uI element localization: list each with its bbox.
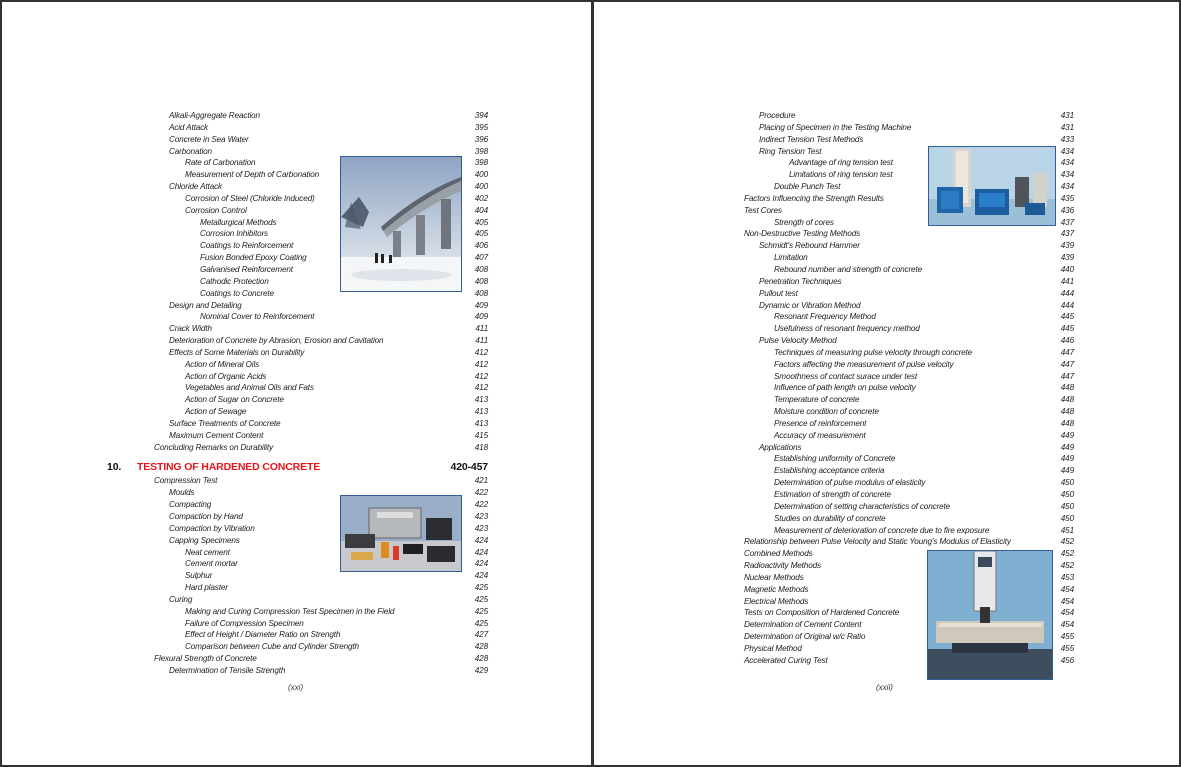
toc-entry xyxy=(594,228,1089,240)
toc-entry xyxy=(594,382,1089,394)
toc-entry-title: Action of Sugar on Concrete xyxy=(185,395,284,405)
toc-entry-title: Cathodic Protection xyxy=(200,276,269,286)
toc-page-number: 449 xyxy=(1060,430,1074,440)
toc-entry-title: Tests on Composition of Hardened Concrete xyxy=(744,608,900,618)
toc-entry xyxy=(594,418,1089,430)
toc-entry xyxy=(594,536,1089,548)
toc-entry-title: Action of Mineral Oils xyxy=(185,359,260,369)
toc-entry-title: Effects of Some Materials on Durability xyxy=(169,347,305,357)
toc-page-number: 456 xyxy=(1060,655,1074,665)
toc-entry-title: Comparison between Cube and Cylinder Strength xyxy=(185,642,359,652)
toc-page-number: 454 xyxy=(1060,596,1074,606)
toc-page-number: 450 xyxy=(1060,501,1074,511)
toc-page-number: 439 xyxy=(1060,241,1074,251)
toc-entry-title: Metallurgical Methods xyxy=(200,217,277,227)
toc-entry-title: Resonant Frequency Method xyxy=(774,312,876,322)
toc-page-number: 420-457 xyxy=(450,461,488,474)
toc-entry-title: Design and Detailing xyxy=(169,300,242,310)
toc-page-number: 452 xyxy=(1060,561,1074,571)
toc-entry xyxy=(594,477,1089,489)
toc-entry-title: Influence of path length on pulse velocity xyxy=(774,383,916,393)
toc-entry-title: Compaction by Hand xyxy=(169,512,243,521)
toc-page-number: 412 xyxy=(474,371,488,381)
toc-entry xyxy=(594,134,1089,146)
toc-page-number: 431 xyxy=(1060,111,1074,120)
toc-entry-title: Temperature of concrete xyxy=(774,395,860,405)
toc-page-number: 413 xyxy=(474,395,488,405)
toc-entry xyxy=(2,300,502,312)
toc-page-number: 428 xyxy=(474,642,488,652)
toc-page-number: 415 xyxy=(474,430,488,440)
toc-entry xyxy=(2,641,502,653)
toc-entry-title: Applications xyxy=(759,442,802,452)
toc-page-number: 452 xyxy=(1060,549,1074,559)
toc-page-number: 425 xyxy=(474,618,488,628)
toc-entry-title: Pulse Velocity Method xyxy=(759,336,837,346)
toc-page-number: 433 xyxy=(1060,134,1074,144)
toc-entry-title: Sulphur xyxy=(185,571,213,581)
toc-entry-title: Rebound number and strength of concrete xyxy=(774,264,922,274)
toc-entry xyxy=(2,371,502,383)
toc-page-number: 429 xyxy=(474,665,488,675)
toc-entry-title: Studies on durability of concrete xyxy=(774,513,886,523)
toc-page-number: 400 xyxy=(474,170,488,180)
left-page xyxy=(2,2,591,765)
toc-entry-title: Double Punch Test xyxy=(774,182,841,192)
toc-page-number: 407 xyxy=(474,253,488,263)
toc-page-number: 455 xyxy=(1060,643,1074,653)
toc-entry xyxy=(2,594,502,606)
toc-entry-title: Techniques of measuring pulse velocity through concrete xyxy=(774,347,973,357)
toc-entry-title: Fusion Bonded Epoxy Coating xyxy=(200,253,307,263)
photo-elevated-railway-in-snow xyxy=(340,156,462,292)
toc-page-number: 411 xyxy=(475,324,488,334)
toc-page-number: 423 xyxy=(474,512,488,521)
toc-page-number: 412 xyxy=(474,359,488,369)
toc-page-number: 424 xyxy=(474,535,488,545)
toc-entry xyxy=(594,252,1089,264)
toc-entry-title: Making and Curing Compression Test Specimen in the Field xyxy=(185,606,395,616)
toc-entry xyxy=(2,382,502,394)
toc-entry-title: Measurement of deterioration of concrete due to fire exposure xyxy=(774,525,990,535)
toc-entry xyxy=(594,240,1089,252)
toc-entry xyxy=(594,406,1089,418)
toc-entry-title: Flexural Strength of Concrete xyxy=(154,654,257,664)
toc-page-number: 453 xyxy=(1060,572,1074,582)
toc-entry-title: Factors Influencing the Strength Results xyxy=(744,193,884,203)
toc-entry-title: Galvanised Reinforcement xyxy=(200,264,293,274)
toc-entry-title: Cement mortar xyxy=(185,559,238,569)
toc-page-number: 409 xyxy=(474,300,488,310)
toc-entry xyxy=(594,371,1089,383)
toc-entry-title: Schmidt's Rebound Hammer xyxy=(759,241,860,251)
toc-entry-title: Indirect Tension Test Methods xyxy=(759,134,864,144)
toc-page-number: 418 xyxy=(474,442,488,452)
right-page xyxy=(594,2,1179,765)
toc-page-number: 448 xyxy=(1060,395,1074,405)
toc-entry-title: Accelerated Curing Test xyxy=(744,655,828,665)
toc-entry-title: Usefulness of resonant frequency method xyxy=(774,324,920,334)
toc-page-number: 425 xyxy=(474,594,488,604)
toc-entry xyxy=(2,311,502,323)
toc-entry-title: Procedure xyxy=(759,111,796,120)
toc-page-number: 447 xyxy=(1060,347,1074,357)
toc-entry-title: Failure of Compression Specimen xyxy=(185,618,304,628)
toc-entry-title: Concluding Remarks on Durability xyxy=(154,442,273,452)
toc-entry-title: Curing xyxy=(169,594,193,604)
page-number-right: (xxii) xyxy=(876,683,893,692)
toc-page-number: 436 xyxy=(1060,205,1074,215)
toc-entry xyxy=(2,606,502,618)
toc-page-number: 400 xyxy=(474,182,488,192)
toc-page-number: 398 xyxy=(474,158,488,168)
toc-page-number: 422 xyxy=(474,488,488,498)
toc-page-number: 422 xyxy=(474,500,488,510)
toc-entry xyxy=(594,300,1089,312)
toc-page-number: 450 xyxy=(1060,490,1074,499)
toc-entry-title: Penetration Techniques xyxy=(759,276,842,286)
page-number-left: (xxi) xyxy=(288,683,304,692)
toc-page-number: 447 xyxy=(1060,359,1074,369)
toc-page-number: 445 xyxy=(1060,312,1074,322)
photo-compression-test-equipment xyxy=(340,495,462,572)
toc-entry-title: Coatings to Reinforcement xyxy=(200,241,294,251)
toc-entry-title: Ring Tension Test xyxy=(759,146,822,156)
toc-entry-title: Test Cores xyxy=(744,205,782,215)
photo-pulse-velocity-tester xyxy=(927,550,1053,680)
toc-entry-title: Corrosion of Steel (Chloride Induced) xyxy=(185,193,315,203)
toc-entry xyxy=(2,335,502,347)
toc-entry xyxy=(594,489,1089,501)
toc-entry-title: Action of Sewage xyxy=(185,407,247,417)
toc-page-number: 424 xyxy=(474,547,488,557)
toc-entry xyxy=(594,430,1089,442)
toc-entry-title: Accuracy of measurement xyxy=(774,430,866,440)
toc-page-number: 396 xyxy=(474,134,488,144)
toc-page-number: 412 xyxy=(474,347,488,357)
toc-entry xyxy=(2,122,502,134)
toc-page-number: 449 xyxy=(1060,442,1074,452)
photo-tension-test-moulds xyxy=(928,146,1056,226)
toc-entry xyxy=(594,122,1089,134)
toc-entry xyxy=(2,418,502,430)
toc-entry xyxy=(594,276,1089,288)
toc-entry xyxy=(594,335,1089,347)
toc-entry-title: Carbonation xyxy=(169,146,212,156)
toc-entry xyxy=(2,110,502,122)
toc-page-number: 454 xyxy=(1060,584,1074,594)
toc-page-number: 409 xyxy=(474,312,488,322)
toc-entry xyxy=(2,323,502,335)
toc-entry xyxy=(2,134,502,146)
toc-page-number: 424 xyxy=(474,571,488,581)
toc-entry-title: Crack Width xyxy=(169,324,212,334)
toc-entry-title: Physical Method xyxy=(744,643,802,653)
toc-entry xyxy=(2,475,502,487)
toc-entry xyxy=(2,442,502,454)
toc-entry-title: Nuclear Methods xyxy=(744,572,804,582)
toc-entry xyxy=(2,359,502,371)
toc-entry-title: Determination of pulse modulus of elasticity xyxy=(774,478,926,488)
toc-entry-title: Compaction by Vibration xyxy=(169,523,255,533)
toc-entry-title: Non-Destructive Testing Methods xyxy=(744,229,861,239)
toc-entry xyxy=(2,618,502,630)
toc-chapter-heading xyxy=(2,459,502,475)
toc-entry-title: Determination of Original w/c Ratio xyxy=(744,632,866,642)
toc-page-number: 395 xyxy=(474,122,488,132)
toc-page-number: 448 xyxy=(1060,383,1074,393)
toc-page-number: 434 xyxy=(1060,170,1074,180)
toc-entry-title: Limitations of ring tension test xyxy=(789,170,893,180)
toc-page-number: 454 xyxy=(1060,620,1074,630)
toc-page-number: 437 xyxy=(1060,217,1074,227)
toc-page-number: 434 xyxy=(1060,182,1074,192)
toc-page-number: 446 xyxy=(1060,336,1074,346)
toc-entry-title: Surface Treatments of Concrete xyxy=(169,418,281,428)
toc-entry-title: Hard plaster xyxy=(185,583,228,593)
toc-page-number: 411 xyxy=(475,336,488,346)
toc-entry xyxy=(2,347,502,359)
toc-entry-title: Magnetic Methods xyxy=(744,584,809,594)
toc-entry-title: Electrical Methods xyxy=(744,596,809,606)
toc-page-number: 431 xyxy=(1060,122,1074,132)
toc-page-number: 412 xyxy=(474,383,488,393)
toc-page-number: 434 xyxy=(1060,158,1074,168)
toc-entry-title: Radioactivity Methods xyxy=(744,561,821,571)
toc-entry xyxy=(594,442,1089,454)
toc-page-number: 440 xyxy=(1060,264,1074,274)
toc-page-number: 404 xyxy=(474,205,488,215)
toc-entry-title: Dynamic or Vibration Method xyxy=(759,300,861,310)
toc-entry-title: Rate of Carbonation xyxy=(185,158,256,168)
toc-entry xyxy=(594,525,1089,537)
toc-entry-title: Pullout test xyxy=(759,288,798,298)
toc-entry-title: Action of Organic Acids xyxy=(185,371,267,381)
toc-page-number: 445 xyxy=(1060,324,1074,334)
toc-page-number: 449 xyxy=(1060,466,1074,476)
toc-entry-title: Determination of setting characteristics of concrete xyxy=(774,501,951,511)
toc-page-number: 408 xyxy=(474,276,488,286)
toc-entry xyxy=(594,513,1089,525)
toc-entry xyxy=(594,465,1089,477)
toc-entry xyxy=(594,453,1089,465)
toc-page-number: 448 xyxy=(1060,407,1074,417)
toc-entry-title: Presence of reinforcement xyxy=(774,418,867,428)
toc-page-number: 449 xyxy=(1060,454,1074,464)
toc-entry-title: Placing of Specimen in the Testing Machine xyxy=(759,122,912,132)
toc-entry-title: Alkali-Aggregate Reaction xyxy=(169,111,260,120)
toc-page-number: 398 xyxy=(474,146,488,156)
toc-entry-title: Capping Specimens xyxy=(169,535,240,545)
toc-page-number: 437 xyxy=(1060,229,1074,239)
toc-entry-title: Estimation of strength of concrete xyxy=(774,490,891,499)
toc-entry-title: Concrete in Sea Water xyxy=(169,134,249,144)
toc-page-number: 408 xyxy=(474,288,488,298)
toc-page-number: 434 xyxy=(1060,146,1074,156)
toc-page-number: 394 xyxy=(474,111,488,120)
toc-entry xyxy=(2,406,502,418)
toc-page-number: 406 xyxy=(474,241,488,251)
toc-entry-title: Establishing uniformity of Concrete xyxy=(774,454,896,464)
toc-entry xyxy=(594,110,1089,122)
toc-entry-title: Compacting xyxy=(169,500,212,510)
toc-page-number: 435 xyxy=(1060,193,1074,203)
toc-entry-title: Coatings to Concrete xyxy=(200,288,274,298)
toc-entry-title: Factors affecting the measurement of pulse velocity xyxy=(774,359,954,369)
toc-entry xyxy=(594,264,1089,276)
toc-entry xyxy=(2,653,502,665)
toc-entry-title: Vegetables and Animal Oils and Fats xyxy=(185,383,314,393)
toc-page-number: 405 xyxy=(474,217,488,227)
toc-entry xyxy=(594,359,1089,371)
toc-entry xyxy=(594,394,1089,406)
toc-entry xyxy=(2,665,502,677)
toc-entry xyxy=(594,323,1089,335)
toc-entry-title: Combined Methods xyxy=(744,549,813,559)
chapter-number: 10. xyxy=(107,461,122,474)
toc-page-number: 450 xyxy=(1060,513,1074,523)
toc-page-number: 441 xyxy=(1060,276,1074,286)
toc-page-number: 454 xyxy=(1060,608,1074,618)
toc-entry xyxy=(594,501,1089,513)
toc-page-number: 439 xyxy=(1060,253,1074,263)
toc-entry-title: Determination of Tensile Strength xyxy=(169,665,286,675)
toc-entry-title: Compression Test xyxy=(154,476,218,486)
toc-entry xyxy=(594,288,1089,300)
toc-page-number: 405 xyxy=(474,229,488,239)
toc-entry-title: Measurement of Depth of Carbonation xyxy=(185,170,320,180)
toc-page-number: 451 xyxy=(1060,525,1074,535)
toc-entry xyxy=(594,347,1089,359)
toc-page-number: 423 xyxy=(474,523,488,533)
toc-entry-title: Maximum Cement Content xyxy=(169,430,264,440)
toc-entry-title: Acid Attack xyxy=(169,122,208,132)
toc-entry xyxy=(2,430,502,442)
toc-page-number: 448 xyxy=(1060,418,1074,428)
toc-entry-title: Nominal Cover to Reinforcement xyxy=(200,312,315,322)
toc-page-number: 427 xyxy=(474,630,488,640)
toc-page-number: 421 xyxy=(474,476,488,486)
toc-page-number: 408 xyxy=(474,264,488,274)
toc-page-number: 402 xyxy=(474,193,488,203)
toc-entry xyxy=(2,629,502,641)
toc-page-number: 425 xyxy=(474,583,488,593)
toc-entry-title: Corrosion Control xyxy=(185,205,247,215)
toc-entry-title: Corrosion Inhibitors xyxy=(200,229,268,239)
toc-entry xyxy=(594,311,1089,323)
toc-page-number: 450 xyxy=(1060,478,1074,488)
toc-page-number: 452 xyxy=(1060,537,1074,547)
toc-entry-title: Deterioration of Concrete by Abrasion, Erosion and Cavitation xyxy=(169,336,384,346)
toc-entry-title: Chloride Attack xyxy=(169,182,222,192)
toc-page-number: 455 xyxy=(1060,632,1074,642)
toc-entry-title: Moisture condition of concrete xyxy=(774,407,879,417)
toc-entry-title: Relationship between Pulse Velocity and Static Young's Modulus of Elasticity xyxy=(744,537,1011,547)
toc-page-number: 424 xyxy=(474,559,488,569)
toc-page-number: 425 xyxy=(474,606,488,616)
toc-entry-title: Moulds xyxy=(169,488,195,498)
toc-entry xyxy=(2,582,502,594)
toc-entry-title: Limitation xyxy=(774,253,808,263)
toc-page-number: 447 xyxy=(1060,371,1074,381)
toc-page-number: 444 xyxy=(1060,300,1074,310)
toc-entry-title: Smoothness of contact surace under test xyxy=(774,371,917,381)
toc-entry xyxy=(2,394,502,406)
toc-entry-title: Strength of cores xyxy=(774,217,834,227)
toc-page-number: 444 xyxy=(1060,288,1074,298)
toc-entry-title: Establishing acceptance criteria xyxy=(774,466,885,476)
toc-page-number: 413 xyxy=(474,418,488,428)
toc-page-number: 413 xyxy=(474,407,488,417)
toc-entry-title: Advantage of ring tension test xyxy=(789,158,893,168)
toc-page-number: 428 xyxy=(474,654,488,664)
toc-entry-title: Effect of Height / Diameter Ratio on Strength xyxy=(185,630,341,640)
toc-entry-title: Neat cement xyxy=(185,547,230,557)
toc-entry-title: Determination of Cement Content xyxy=(744,620,862,630)
chapter-title: TESTING OF HARDENED CONCRETE xyxy=(137,461,321,474)
